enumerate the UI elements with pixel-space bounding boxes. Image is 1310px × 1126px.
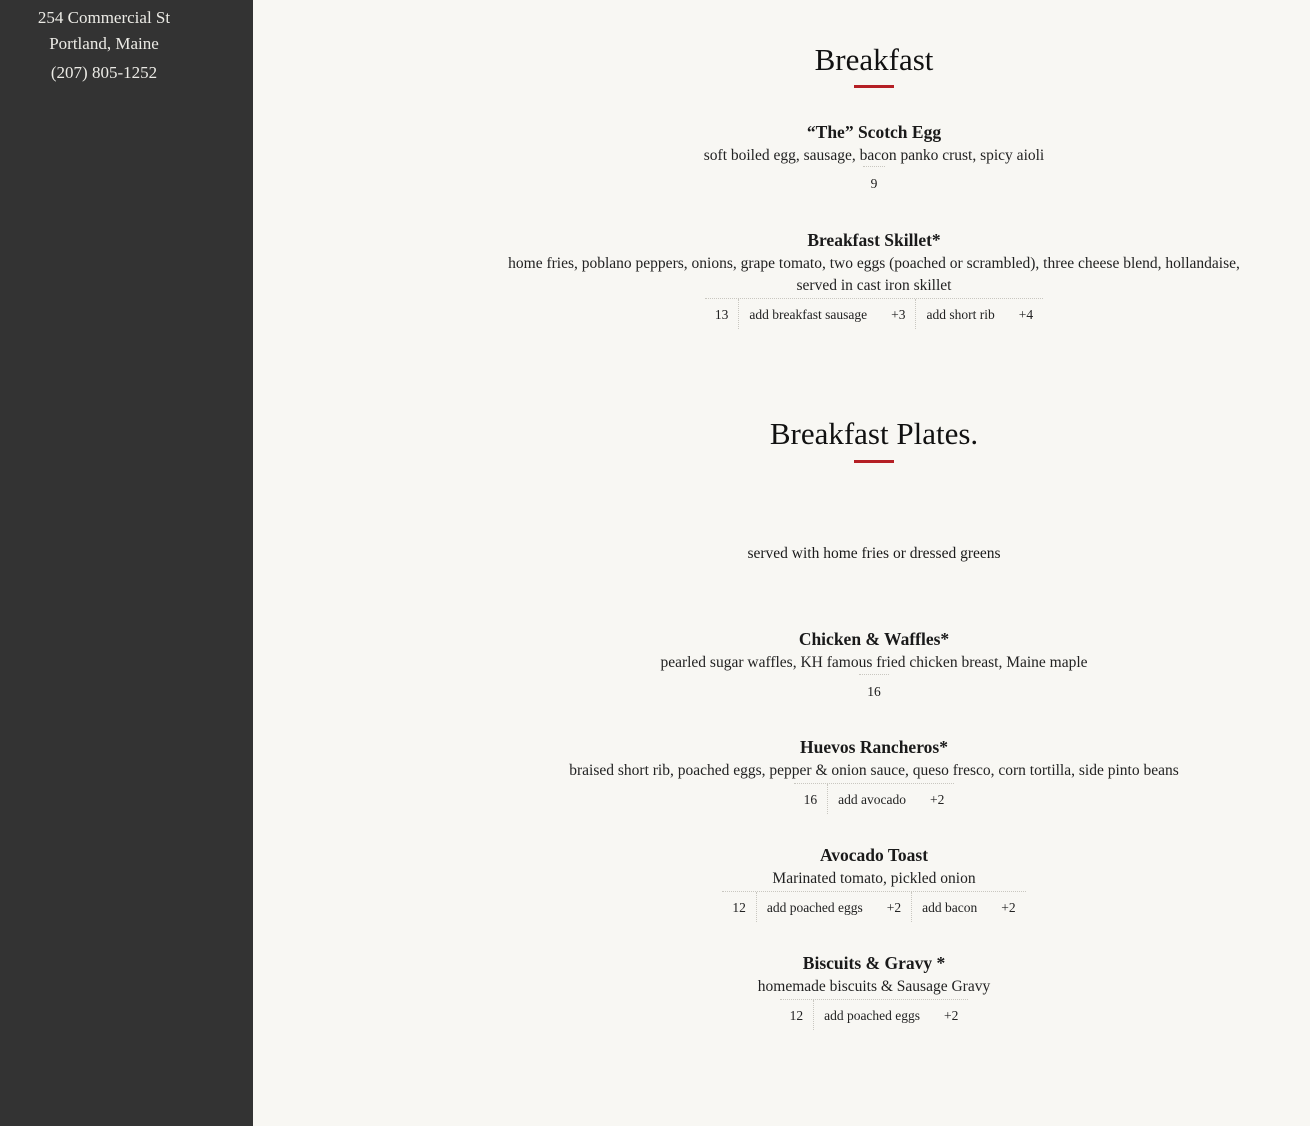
addon <box>738 299 915 329</box>
menu-item-price-row <box>253 891 1310 922</box>
menu-item-price <box>253 674 1310 701</box>
menu-item-description: soft boiled egg, sausage, bacon panko crust, spicy aioli <box>703 147 1045 164</box>
menu-item-description: braised short rib, poached eggs, pepper & onion sauce, queso fresco, corn tortilla, side pinto beans <box>569 762 1179 779</box>
price-value: 16 <box>859 674 889 701</box>
addon-label: add short rib <box>926 307 995 322</box>
menu-item-description: home fries, poblano peppers, onions, grape tomato, two eggs (poached or scrambled), three cheese blend, hollandaise, <box>508 255 1240 272</box>
addon-label: add breakfast sausage <box>749 307 868 322</box>
menu-item-description: Marinated tomato, pickled onion <box>772 870 976 887</box>
section-title-rule <box>854 85 894 88</box>
menu-item-name: Breakfast Skillet* <box>807 230 941 250</box>
menu-item-price-row <box>253 298 1310 329</box>
menu-item-description: pearled sugar waffles, KH famous fried chicken breast, Maine maple <box>660 654 1088 671</box>
section-note: served with home fries or dressed greens <box>747 545 1001 562</box>
menu-item-name: Biscuits & Gravy * <box>802 953 946 973</box>
section-title-breakfast-plates: Breakfast Plates. <box>769 416 979 451</box>
addon-label: add bacon <box>922 900 978 915</box>
menu-item-price-row <box>253 783 1310 814</box>
price-value: 16 <box>803 792 818 807</box>
address-city: Portland, Maine <box>49 34 159 53</box>
price-value: 12 <box>789 1008 804 1023</box>
menu-item-description: homemade biscuits & Sausage Gravy <box>757 978 991 995</box>
addon-price: +2 <box>886 900 902 915</box>
addon <box>813 1000 968 1030</box>
addon <box>915 299 1043 329</box>
addon-price: +2 <box>944 1008 959 1023</box>
addon-label: add avocado <box>838 792 906 807</box>
price-value: 12 <box>732 900 746 915</box>
addon <box>756 892 911 922</box>
addon-label: add poached eggs <box>824 1008 921 1023</box>
menu-item-name: Chicken & Waffles* <box>798 629 950 649</box>
addon <box>827 784 954 814</box>
menu-item-price-row <box>253 999 1310 1030</box>
addon <box>911 892 1025 922</box>
phone-number[interactable]: (207) 805-1252 <box>50 63 158 82</box>
menu-item-name: “The” Scotch Egg <box>806 122 942 142</box>
address-street: 254 Commercial St <box>37 8 171 27</box>
section-title-breakfast: Breakfast <box>814 42 934 77</box>
menu-item-description: served in cast iron skillet <box>796 277 952 294</box>
menu-item-name: Avocado Toast <box>819 845 929 865</box>
price-value: 13 <box>714 307 729 322</box>
menu-content <box>253 0 1310 1126</box>
addon-price: +2 <box>1001 900 1016 915</box>
addon-price: +2 <box>929 792 945 807</box>
menu-item-price <box>253 166 1310 193</box>
price-value: 9 <box>863 166 886 193</box>
addon-price: +4 <box>1018 307 1034 322</box>
sidebar <box>0 0 253 1126</box>
addon-label: add poached eggs <box>766 900 863 915</box>
addon-price: +3 <box>891 307 906 322</box>
menu-item-name: Huevos Rancheros* <box>800 737 948 757</box>
section-title-rule <box>854 460 894 463</box>
